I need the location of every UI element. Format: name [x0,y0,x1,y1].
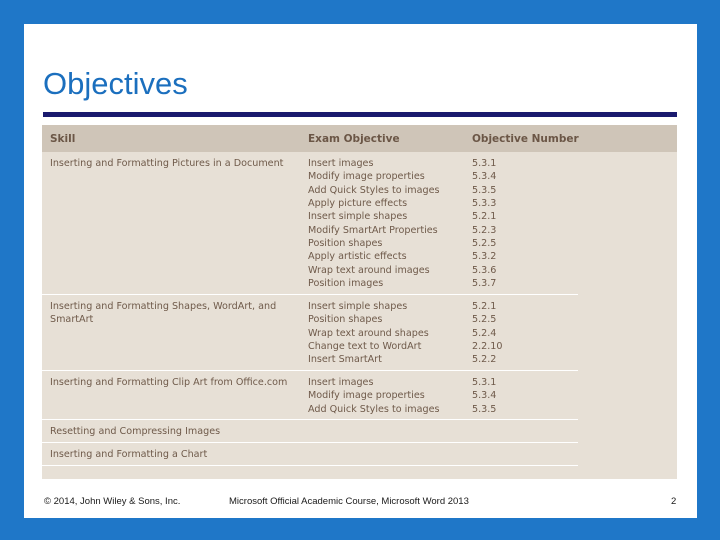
exam-objective: Insert simple shapes [308,301,408,312]
exam-objective-list [308,376,440,416]
slide [24,24,697,518]
objective-number-list [472,300,503,367]
footer-page-number: 2 [671,496,677,507]
exam-objective-list [308,157,440,290]
exam-objective: Add Quick Styles to images [308,403,440,415]
exam-objective: Insert SmartArt [308,354,382,366]
header-objective-number: Objective Number [472,133,579,145]
objective-number: 5.2.5 [472,238,497,250]
objectives-table [42,125,677,479]
objective-number: 5.2.5 [472,314,497,326]
table-row [42,420,578,443]
exam-objective-list [308,300,429,367]
exam-objective: Wrap text around shapes [308,327,429,339]
objective-number: 5.3.3 [472,198,497,210]
objective-number: 5.3.4 [472,171,497,183]
header-skill: Skill [50,133,76,145]
exam-objective: Insert images [308,377,374,388]
skill-cell: Resetting and Compressing Images [50,426,221,437]
table-header [42,125,677,152]
objective-number: 5.3.7 [472,278,497,290]
objective-number: 5.3.6 [472,264,497,276]
exam-objective: Position images [308,278,384,290]
exam-objective: Position shapes [308,314,383,326]
objective-number: 5.3.2 [472,251,497,263]
header-exam-objective: Exam Objective [308,133,400,145]
objective-number: 5.3.1 [472,377,497,388]
objective-number: 5.3.4 [472,390,497,402]
exam-objective: Insert simple shapes [308,211,408,223]
exam-objective: Add Quick Styles to images [308,184,440,196]
footer-copyright: © 2014, John Wiley & Sons, Inc. [44,496,181,507]
objective-number: 5.3.5 [472,184,497,196]
objective-number: 5.2.3 [472,224,497,236]
exam-objective: Modify image properties [308,390,425,402]
table-row [42,443,578,466]
title-divider [43,112,677,117]
slide-title: Objectives [43,66,188,101]
objective-number: 5.2.2 [472,354,497,366]
objective-number: 5.3.1 [472,158,497,169]
objective-number: 5.2.1 [472,301,497,312]
objective-number-list [472,376,496,416]
exam-objective: Insert images [308,158,374,169]
exam-objective: Wrap text around images [308,264,430,276]
table-row [42,152,578,295]
exam-objective: Modify SmartArt Properties [308,224,438,236]
skill-cell: Inserting and Formatting Shapes, WordArt, and SmartArt [50,301,277,325]
exam-objective: Modify image properties [308,171,425,183]
exam-objective: Position shapes [308,238,383,250]
footer-course-title: Microsoft Official Academic Course, Microsoft Word 2013 [229,496,469,507]
skill-cell: Inserting and Formatting a Chart [50,449,208,460]
objective-number-list [472,157,496,290]
table-row [42,371,578,420]
objective-number: 5.2.1 [472,211,497,223]
skill-cell: Inserting and Formatting Clip Art from Office.com [50,377,288,388]
objective-number: 2.2.10 [472,341,503,353]
table-row [42,295,578,371]
exam-objective: Apply artistic effects [308,251,407,263]
objective-number: 5.2.4 [472,327,497,339]
exam-objective: Change text to WordArt [308,341,422,353]
objective-number: 5.3.5 [472,403,497,415]
exam-objective: Apply picture effects [308,198,408,210]
skill-cell: Inserting and Formatting Pictures in a Document [50,158,284,169]
